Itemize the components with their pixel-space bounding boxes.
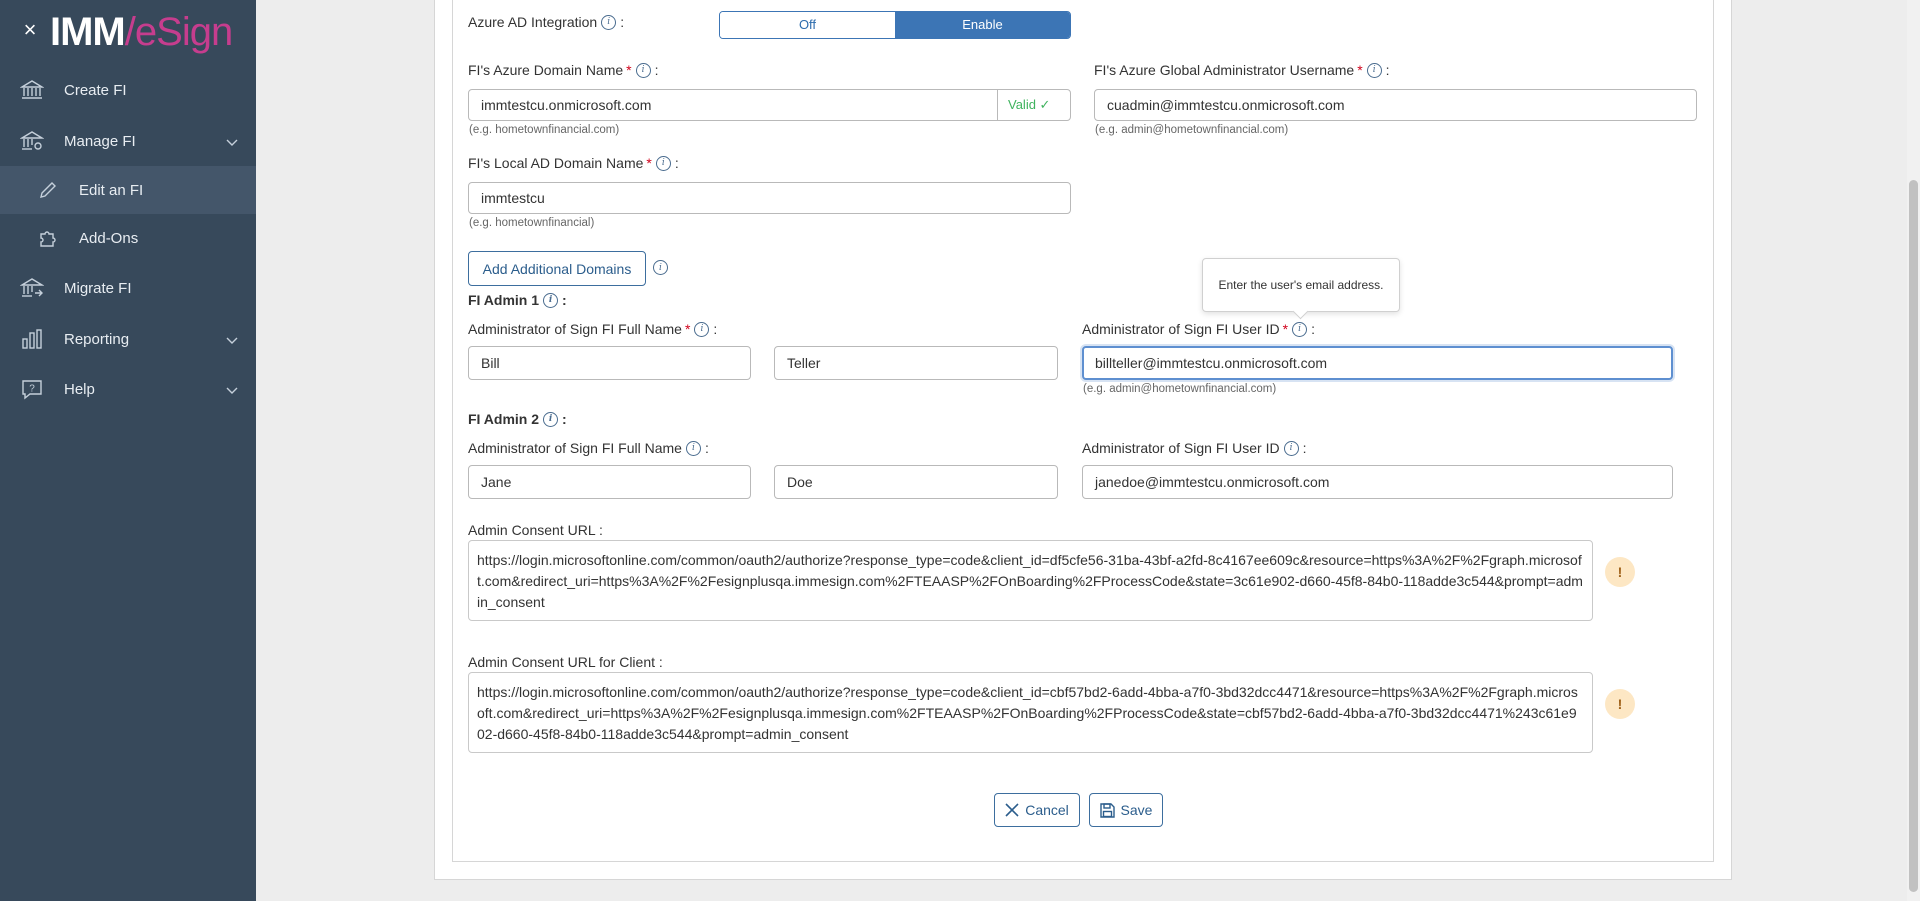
toggle-off-option[interactable]: Off xyxy=(720,12,895,38)
valid-badge: Valid ✓ xyxy=(997,89,1071,121)
scrollbar[interactable] xyxy=(1907,0,1920,901)
info-icon[interactable]: i xyxy=(543,293,558,308)
consent-url-client-label: Admin Consent URL for Client : xyxy=(468,654,663,670)
sidebar-header xyxy=(0,0,256,64)
sidebar-item-create-fi[interactable] xyxy=(0,65,256,115)
sidebar-item-label: Manage FI xyxy=(64,132,136,150)
close-icon[interactable]: × xyxy=(23,17,37,42)
info-icon[interactable]: i xyxy=(653,260,668,275)
admin2-last-name-input[interactable]: Doe xyxy=(774,465,1058,499)
tooltip: Enter the user's email address. xyxy=(1202,258,1400,312)
close-icon xyxy=(1005,803,1019,817)
warning-icon[interactable]: ! xyxy=(1605,689,1635,719)
sidebar-item-label: Migrate FI xyxy=(64,279,132,297)
azure-ad-label: Azure AD Integration i : xyxy=(468,14,625,30)
admin1-userid-input[interactable]: billteller@immtestcu.onmicrosoft.com xyxy=(1082,346,1673,380)
save-icon xyxy=(1100,803,1115,818)
info-icon[interactable]: i xyxy=(1284,441,1299,456)
chevron-down-icon xyxy=(226,332,238,349)
admin2-userid-input[interactable]: janedoe@immtestcu.onmicrosoft.com xyxy=(1082,465,1673,499)
puzzle-icon xyxy=(35,225,61,251)
sidebar-item-label: Create FI xyxy=(64,81,127,99)
azure-admin-label: FI's Azure Global Administrator Username * i : xyxy=(1094,62,1390,78)
info-icon[interactable]: i xyxy=(694,322,709,337)
admin1-userid-hint: (e.g. admin@hometownfinancial.com) xyxy=(1083,383,1277,395)
info-icon[interactable]: i xyxy=(1367,63,1382,78)
fi-admin-1-heading: FI Admin 1 i : xyxy=(468,292,567,308)
svg-text:?: ? xyxy=(29,383,35,395)
info-icon[interactable]: i xyxy=(656,156,671,171)
sidebar-item-reporting[interactable] xyxy=(0,314,256,364)
add-additional-domains-button[interactable]: Add Additional Domains xyxy=(468,251,646,286)
azure-domain-input[interactable]: immtestcu.onmicrosoft.com xyxy=(468,89,998,121)
consent-url-client-textarea[interactable]: https://login.microsoftonline.com/common/oauth2/authorize?response_type=code&client_id=cbf57bd2-6add-4bba-a7f0-3bd32dcc4471&resource=https%3A%2F%2Fgraph.microsoft.com&redirect_uri=https%3A%2F%2Fesignplusqa.immesign.com%2FTEAASP%2FOnBoarding%2FProcessCode&state=cbf57bd2-6add-4bba-a7f0-3bd32dcc4471%243c61e902-d660-45f8-84b0-118adde3c544&prompt=admin_consent xyxy=(468,672,1593,753)
azure-ad-toggle[interactable] xyxy=(719,11,1071,39)
bank-settings-icon xyxy=(18,127,46,155)
local-ad-label: FI's Local AD Domain Name * i : xyxy=(468,155,679,171)
sidebar-item-label: Edit an FI xyxy=(79,181,144,199)
admin1-name-label: Administrator of Sign FI Full Name * i : xyxy=(468,321,718,337)
admin2-userid-label: Administrator of Sign FI User ID i : xyxy=(1082,440,1307,456)
sidebar-item-add-ons[interactable] xyxy=(0,214,256,262)
local-ad-hint: (e.g. hometownfinancial) xyxy=(469,217,595,229)
azure-admin-input[interactable]: cuadmin@immtestcu.onmicrosoft.com xyxy=(1094,89,1697,121)
fi-admin-2-heading: FI Admin 2 i : xyxy=(468,411,567,427)
azure-admin-hint: (e.g. admin@hometownfinancial.com) xyxy=(1095,124,1289,136)
info-icon[interactable]: i xyxy=(636,63,651,78)
consent-url-label: Admin Consent URL : xyxy=(468,522,603,538)
toggle-enable-option[interactable]: Enable xyxy=(895,12,1070,38)
admin1-first-name-input[interactable]: Bill xyxy=(468,346,751,380)
sidebar-item-help[interactable] xyxy=(0,364,256,414)
scrollbar-thumb[interactable] xyxy=(1909,180,1918,892)
info-icon[interactable]: i xyxy=(543,412,558,427)
admin1-userid-label: Administrator of Sign FI User ID * i : xyxy=(1082,321,1315,337)
pencil-icon xyxy=(35,177,61,203)
bar-chart-icon xyxy=(18,325,46,353)
sidebar-item-label: Reporting xyxy=(64,330,130,348)
logo: IMM/eSign xyxy=(50,10,233,54)
sidebar-item-label: Help xyxy=(64,380,95,398)
azure-domain-label: FI's Azure Domain Name * i : xyxy=(468,62,659,78)
help-icon xyxy=(18,375,46,403)
admin2-name-label: Administrator of Sign FI Full Name i : xyxy=(468,440,709,456)
consent-url-textarea[interactable]: https://login.microsoftonline.com/common/oauth2/authorize?response_type=code&client_id=df5cfe56-31ba-43bf-a2fd-8c4167ee609c&resource=https%3A%2F%2Fgraph.microsoft.com&redirect_uri=https%3A%2F%2Fesignplusqa.immesign.com%2FTEAASP%2FOnBoarding%2FProcessCode&state=3c61e902-d660-45f8-84b0-118adde3c544&prompt=admin_consent xyxy=(468,540,1593,621)
info-icon[interactable]: i xyxy=(601,15,616,30)
sidebar-item-label: Add-Ons xyxy=(79,229,139,247)
bank-icon xyxy=(18,76,46,104)
warning-icon[interactable]: ! xyxy=(1605,557,1635,587)
sidebar-item-manage-fi[interactable] xyxy=(0,116,256,166)
info-icon[interactable]: i xyxy=(686,441,701,456)
sidebar-item-edit-an-fi[interactable] xyxy=(0,166,256,214)
chevron-down-icon xyxy=(226,382,238,399)
local-ad-input[interactable]: immtestcu xyxy=(468,182,1071,214)
chevron-down-icon xyxy=(226,134,238,151)
cancel-button[interactable]: Cancel xyxy=(994,793,1080,827)
azure-domain-hint: (e.g. hometownfinancial.com) xyxy=(469,124,620,136)
admin2-first-name-input[interactable]: Jane xyxy=(468,465,751,499)
save-button[interactable]: Save xyxy=(1089,793,1163,827)
admin1-last-name-input[interactable]: Teller xyxy=(774,346,1058,380)
bank-migrate-icon xyxy=(18,274,46,302)
sidebar-item-migrate-fi[interactable] xyxy=(0,263,256,313)
info-icon[interactable]: i xyxy=(1292,322,1307,337)
sidebar xyxy=(0,0,256,901)
